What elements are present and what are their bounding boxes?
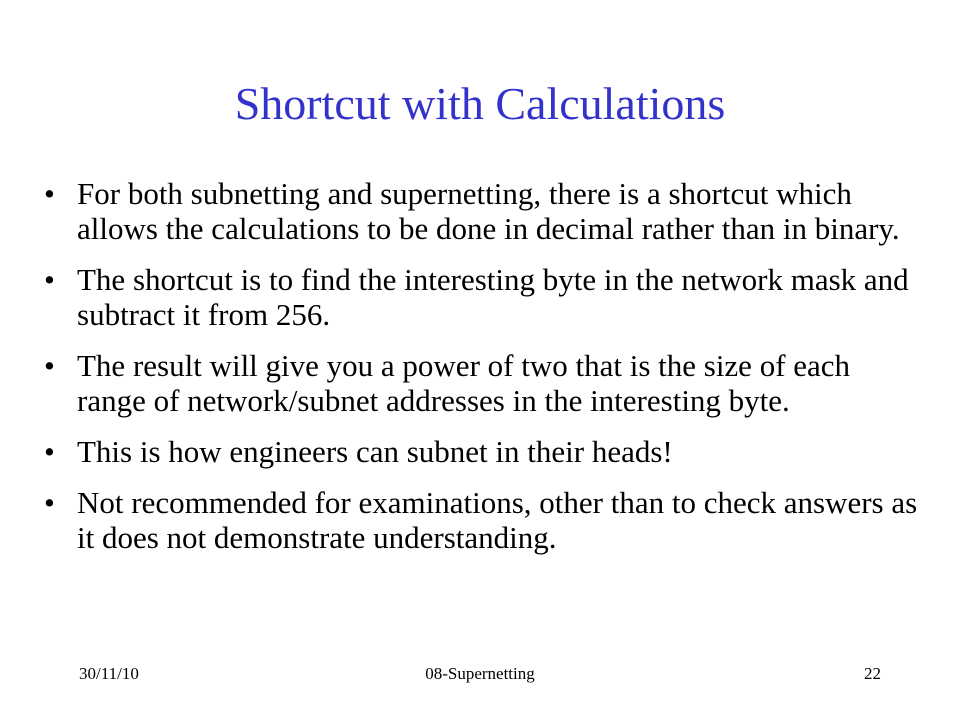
bullet-text: The result will give you a power of two that is the size of each range of network/subnet addresses in the interesting byte. xyxy=(77,348,851,418)
bullet-text: Not recommended for examinations, other than to check answers as it does not demonstrate understanding. xyxy=(77,485,918,555)
bullet-text: The shortcut is to find the interesting byte in the network mask and subtract it from 256. xyxy=(77,262,909,332)
bullet-text: This is how engineers can subnet in their heads! xyxy=(77,434,673,469)
bullet-marker: • xyxy=(44,485,55,520)
footer-date: 30/11/10 xyxy=(79,664,139,683)
bullet-item xyxy=(44,348,924,418)
bullet-marker: • xyxy=(44,348,55,383)
footer-title: 08-Supernetting xyxy=(425,664,535,683)
bullet-text: For both subnetting and supernetting, there is a shortcut which allows the calculations to be done in decimal rather than in binary. xyxy=(77,176,900,246)
bullet-marker: • xyxy=(44,262,55,297)
bullet-item xyxy=(44,485,924,555)
bullet-item xyxy=(44,176,924,246)
bullet-marker: • xyxy=(44,434,55,469)
slide-title: Shortcut with Calculations xyxy=(234,78,726,129)
bullet-item xyxy=(44,434,924,469)
bullet-marker: • xyxy=(44,176,55,211)
bullet-list xyxy=(44,176,924,571)
bullet-item xyxy=(44,262,924,332)
footer-page-number: 22 xyxy=(864,664,881,683)
